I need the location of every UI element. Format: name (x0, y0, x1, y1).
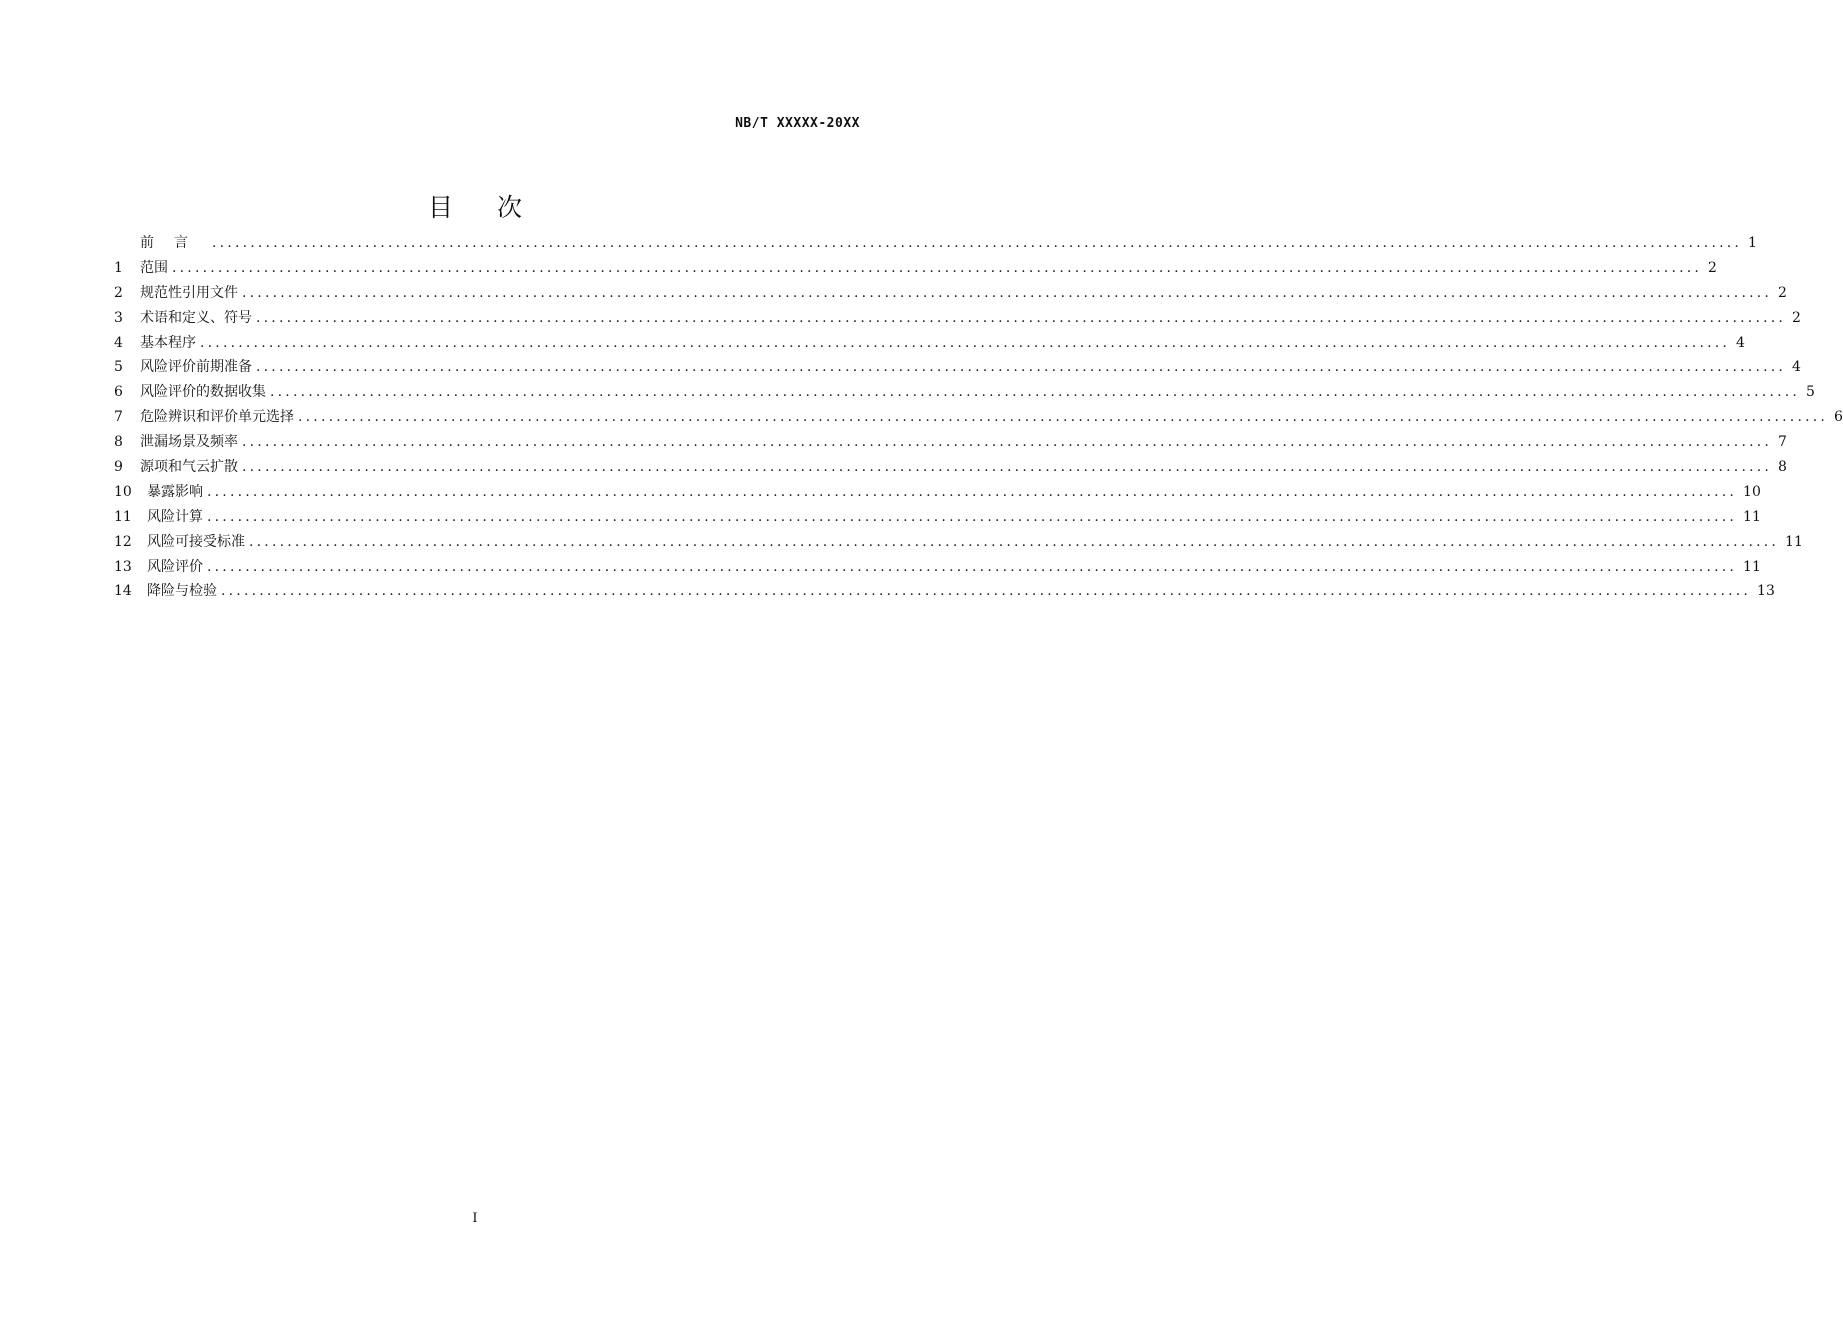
toc-entry-label: 暴露影响 (147, 483, 203, 500)
toc-entry-label: 风险评价前期准备 (140, 359, 252, 376)
page-title: 目次 (427, 193, 566, 222)
toc-entry-label: 风险计算 (147, 508, 203, 525)
toc-entry-label: 泄漏场景及频率 (140, 434, 238, 451)
toc-entry-number: 8 (114, 434, 123, 451)
toc-entry-label: 风险评价的数据收集 (140, 384, 266, 401)
toc-entry[interactable] (114, 405, 1843, 430)
toc-entry[interactable] (114, 331, 1745, 356)
toc-entry[interactable] (114, 256, 1717, 281)
toc-dot-leader: ........................................................................................................................................................................................................ (242, 284, 1773, 301)
toc-entry-number: 3 (114, 309, 123, 326)
toc-dot-leader: ........................................................................................................................................................................................................ (207, 558, 1738, 575)
toc-entry-number: 10 (114, 483, 132, 500)
toc-entry[interactable] (114, 555, 1761, 580)
toc-dot-leader: ........................................................................................................................................................................................................ (249, 533, 1780, 550)
toc-dot-leader: ........................................................................................................................................................................................................ (172, 259, 1703, 276)
toc-entry[interactable] (114, 281, 1787, 306)
toc-dot-leader: ........................................................................................................................................................................................................ (212, 235, 1743, 251)
toc-entry[interactable] (114, 455, 1787, 480)
toc-entry-page: 13 (1757, 583, 1775, 600)
toc-entry-label: 源项和气云扩散 (140, 459, 238, 476)
toc-entry-number: 9 (114, 459, 123, 476)
toc-entry-page: 2 (1708, 259, 1717, 276)
toc-entry-page: 1 (1748, 235, 1757, 251)
toc-entry-page: 10 (1743, 483, 1761, 500)
toc-entry[interactable] (114, 480, 1761, 505)
toc-entry-number: 1 (114, 259, 123, 276)
toc-dot-leader: ........................................................................................................................................................................................................ (256, 309, 1787, 326)
toc-entry-page: 2 (1792, 309, 1801, 326)
toc-dot-leader: ........................................................................................................................................................................................................ (221, 583, 1752, 600)
toc-entry-label: 范围 (140, 259, 168, 276)
toc-entry-page: 5 (1806, 384, 1815, 401)
toc-entry-page: 4 (1736, 334, 1745, 351)
toc-entry-page: 2 (1778, 284, 1787, 301)
toc-dot-leader: ........................................................................................................................................................................................................ (242, 459, 1773, 476)
toc-entry-number: 4 (114, 334, 123, 351)
toc-dot-leader: ........................................................................................................................................................................................................ (270, 384, 1801, 401)
toc-entry-page: 11 (1743, 508, 1761, 525)
toc-dot-leader: ........................................................................................................................................................................................................ (242, 434, 1773, 451)
toc-entry[interactable] (114, 306, 1801, 331)
toc-entry-page: 8 (1778, 459, 1787, 476)
toc-entry[interactable] (114, 530, 1803, 555)
toc-dot-leader: ........................................................................................................................................................................................................ (298, 409, 1829, 426)
toc-entry-page: 11 (1743, 558, 1761, 575)
toc-dot-leader: ........................................................................................................................................................................................................ (256, 359, 1787, 376)
toc-entry[interactable] (114, 231, 1757, 256)
toc-entry-label: 基本程序 (140, 334, 196, 351)
toc-entry-number: 13 (114, 558, 132, 575)
table-of-contents (114, 231, 1843, 604)
toc-entry[interactable] (114, 355, 1801, 380)
toc-entry-label: 术语和定义、符号 (140, 309, 252, 326)
toc-entry[interactable] (114, 505, 1761, 530)
toc-entry-label: 危险辨识和评价单元选择 (140, 409, 294, 426)
toc-entry-number: 7 (114, 409, 123, 426)
toc-entry-page: 7 (1778, 434, 1787, 451)
toc-entry-label: 规范性引用文件 (140, 284, 238, 301)
toc-entry-number: 6 (114, 384, 123, 401)
document-code: NB/T XXXXX-20XX (735, 116, 860, 131)
toc-entry-label: 风险评价 (147, 558, 203, 575)
toc-entry-number: 14 (114, 583, 132, 600)
toc-dot-leader: ........................................................................................................................................................................................................ (207, 508, 1738, 525)
toc-entry-page: 4 (1792, 359, 1801, 376)
toc-entry-label: 前言 (140, 235, 208, 251)
footer-page-number: I (472, 1211, 478, 1226)
toc-dot-leader: ........................................................................................................................................................................................................ (200, 334, 1731, 351)
toc-entry-number: 12 (114, 533, 132, 550)
toc-entry[interactable] (114, 380, 1815, 405)
toc-entry-number: 5 (114, 359, 123, 376)
toc-entry-number: 2 (114, 284, 123, 301)
toc-entry-label: 风险可接受标准 (147, 533, 245, 550)
toc-dot-leader: ........................................................................................................................................................................................................ (207, 483, 1738, 500)
toc-entry-page: 11 (1785, 533, 1803, 550)
toc-entry-number: 11 (114, 508, 132, 525)
toc-entry[interactable] (114, 579, 1775, 604)
toc-entry-page: 6 (1834, 409, 1843, 426)
toc-entry-label: 降险与检验 (147, 583, 217, 600)
toc-entry[interactable] (114, 430, 1787, 455)
